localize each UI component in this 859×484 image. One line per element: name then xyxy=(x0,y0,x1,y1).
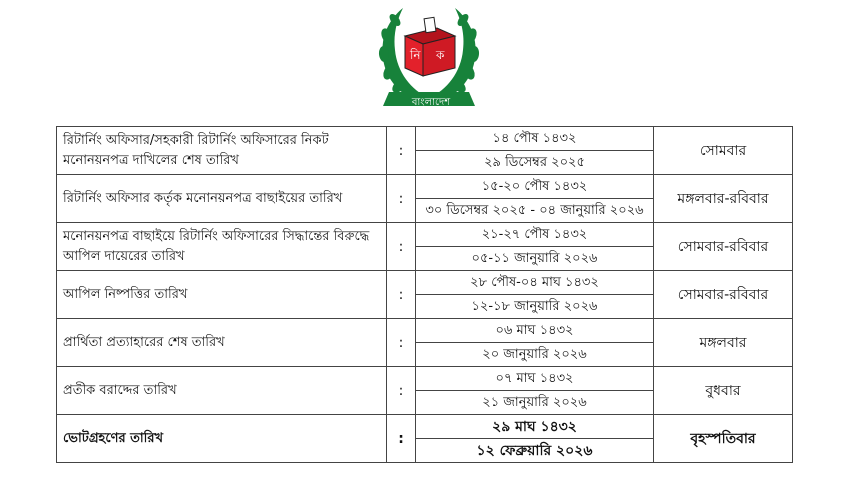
schedule-row-voting xyxy=(57,415,793,439)
event-label: প্রতীক বরাদ্দের তারিখ xyxy=(57,367,387,415)
bengali-date: ১৫-২০ পৌষ ১৪৩২ xyxy=(416,175,654,199)
colon-separator: : xyxy=(387,127,416,175)
colon-separator: : xyxy=(387,319,416,367)
bengali-date: ২৮ পৌষ-০৪ মাঘ ১৪৩২ xyxy=(416,271,654,295)
schedule-row xyxy=(57,319,793,343)
event-label: মনোনয়নপত্র বাছাইয়ে রিটার্নিং অফিসারের সিদ্ধান্তের বিরুদ্ধে আপিল দায়েরের তারিখ xyxy=(57,223,387,271)
event-label: রিটার্নিং অফিসার/সহকারী রিটার্নিং অফিসারের নিকট মনোনয়নপত্র দাখিলের শেষ তারিখ xyxy=(57,127,387,175)
gregorian-date: ২১ জানুয়ারি ২০২৬ xyxy=(416,391,654,415)
colon-separator: : xyxy=(387,175,416,223)
bengali-date: ১৪ পৌষ ১৪৩২ xyxy=(416,127,654,151)
colon-separator: : xyxy=(387,367,416,415)
bengali-date: ২১-২৭ পৌষ ১৪৩২ xyxy=(416,223,654,247)
weekday: মঙ্গলবার-রবিবার xyxy=(654,175,793,223)
schedule-row xyxy=(57,175,793,199)
schedule-row xyxy=(57,367,793,391)
schedule-row xyxy=(57,127,793,151)
election-schedule-table xyxy=(56,126,793,463)
logo-ribbon-text: বাংলাদেশ xyxy=(411,97,451,108)
ballot-box-letter: ক xyxy=(436,48,445,62)
event-label: আপিল নিষ্পত্তির তারিখ xyxy=(57,271,387,319)
gregorian-date: ২৯ ডিসেম্বর ২০২৫ xyxy=(416,151,654,175)
gregorian-date: ৩০ ডিসেম্বর ২০২৫ - ০৪ জানুয়ারি ২০২৬ xyxy=(416,199,654,223)
gregorian-date: ০৫-১১ জানুয়ারি ২০২৬ xyxy=(416,247,654,271)
schedule-row xyxy=(57,271,793,295)
bengali-date: ০৭ মাঘ ১৪৩২ xyxy=(416,367,654,391)
colon-separator: : xyxy=(387,415,416,463)
gregorian-date: ১২-১৮ জানুয়ারি ২০২৬ xyxy=(416,295,654,319)
weekday: বুধবার xyxy=(654,367,793,415)
weekday: মঙ্গলবার xyxy=(654,319,793,367)
bengali-date: ২৯ মাঘ ১৪৩২ xyxy=(416,415,654,439)
gregorian-date: ১২ ফেব্রুয়ারি ২০২৬ xyxy=(416,439,654,463)
schedule-row xyxy=(57,223,793,247)
event-label: প্রার্থিতা প্রত্যাহারের শেষ তারিখ xyxy=(57,319,387,367)
weekday: বৃহস্পতিবার xyxy=(654,415,793,463)
weekday: সোমবার-রবিবার xyxy=(654,271,793,319)
weekday: সোমবার xyxy=(654,127,793,175)
gregorian-date: ২০ জানুয়ারি ২০২৬ xyxy=(416,343,654,367)
event-label: ভোটগ্রহণের তারিখ xyxy=(57,415,387,463)
weekday: সোমবার-রবিবার xyxy=(654,223,793,271)
ballot-box-letter: নি xyxy=(410,48,421,62)
colon-separator: : xyxy=(387,271,416,319)
event-label: রিটার্নিং অফিসার কর্তৃক মনোনয়নপত্র বাছাইয়ের তারিখ xyxy=(57,175,387,223)
colon-separator: : xyxy=(387,223,416,271)
bengali-date: ০৬ মাঘ ১৪৩২ xyxy=(416,319,654,343)
